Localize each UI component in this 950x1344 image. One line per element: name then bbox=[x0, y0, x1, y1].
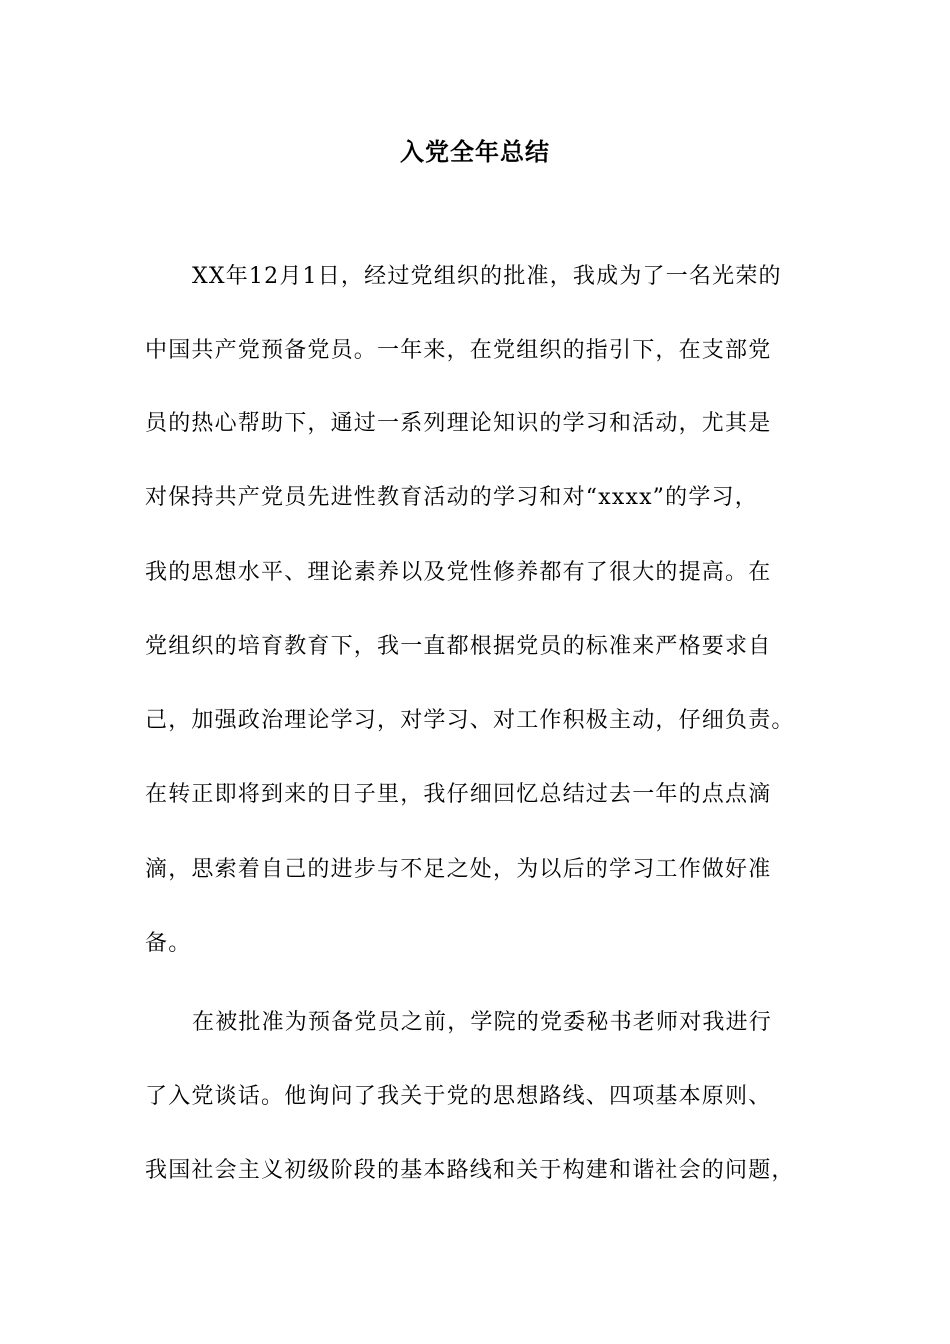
paragraph-line: 员的热心帮助下，通过一系列理论知识的学习和活动，尤其是 bbox=[145, 411, 772, 436]
paragraph-line: 在被批准为预备党员之前，学院的党委秘书老师对我进行 bbox=[192, 1010, 773, 1035]
paragraph-line: 备。 bbox=[145, 931, 192, 956]
paragraph-line: 中国共产党预备党员。一年来，在党组织的指引下，在支部党 bbox=[145, 338, 772, 363]
document-title: 入党全年总结 bbox=[400, 138, 550, 166]
paragraph-line: 我的思想水平、理论素养以及党性修养都有了很大的提高。在 bbox=[145, 560, 772, 585]
paragraph-line: 我国社会主义初级阶段的基本路线和关于构建和谐社会的问题， bbox=[145, 1158, 795, 1183]
paragraph-line: 滴，思索着自己的进步与不足之处，为以后的学习工作做好准 bbox=[145, 857, 772, 882]
paragraph-line: 对保持共产党员先进性教育活动的学习和对“xxxx”的学习， bbox=[145, 485, 758, 510]
paragraph-line: 己，加强政治理论学习，对学习、对工作积极主动，仔细负责。 bbox=[145, 708, 795, 733]
paragraph-line: XX年12月1日，经过党组织的批准，我成为了一名光荣的 bbox=[192, 264, 782, 289]
paragraph-line: 在转正即将到来的日子里，我仔细回忆总结过去一年的点点滴 bbox=[145, 782, 772, 807]
paragraph-line: 了入党谈话。他询问了我关于党的思想路线、四项基本原则、 bbox=[145, 1084, 772, 1109]
paragraph-line: 党组织的培育教育下，我一直都根据党员的标准来严格要求自 bbox=[145, 634, 772, 659]
